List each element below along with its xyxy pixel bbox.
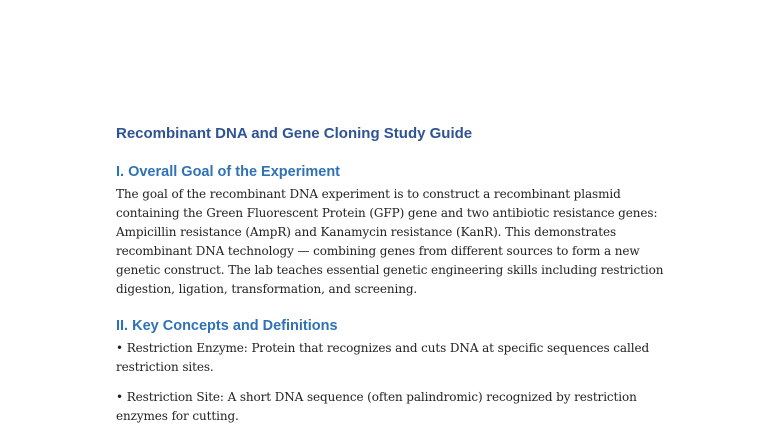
definition-list <box>116 339 676 426</box>
document-content <box>116 124 676 437</box>
overall-goal-paragraph: The goal of the recombinant DNA experiment is to construct a recombinant plasmid containing the Green Fluorescent Protein (GFP) gene and two antibiotic resistance genes: Ampicillin resistance (AmpR) and Kanamycin resistance (KanR). This demonstrates recombinant DNA technology — combining genes from different sources to form a new genetic construct. The lab teaches essential genetic engineering skills including restriction digestion, ligation, transformation, and screening. <box>116 187 664 296</box>
section-overall-goal <box>116 162 676 299</box>
section-heading-key-concepts: II. Key Concepts and Definitions <box>116 318 338 334</box>
document-title: Recombinant DNA and Gene Cloning Study Guide <box>116 125 473 142</box>
definition-restriction-enzyme: • Restriction Enzyme: Protein that recognizes and cuts DNA at specific sequences called restriction sites. <box>116 341 650 374</box>
section-heading-overall-goal: I. Overall Goal of the Experiment <box>116 164 341 180</box>
definition-restriction-site: • Restriction Site: A short DNA sequence (often palindromic) recognized by restriction enzymes for cutting. <box>116 390 637 423</box>
section-key-concepts <box>116 316 676 426</box>
